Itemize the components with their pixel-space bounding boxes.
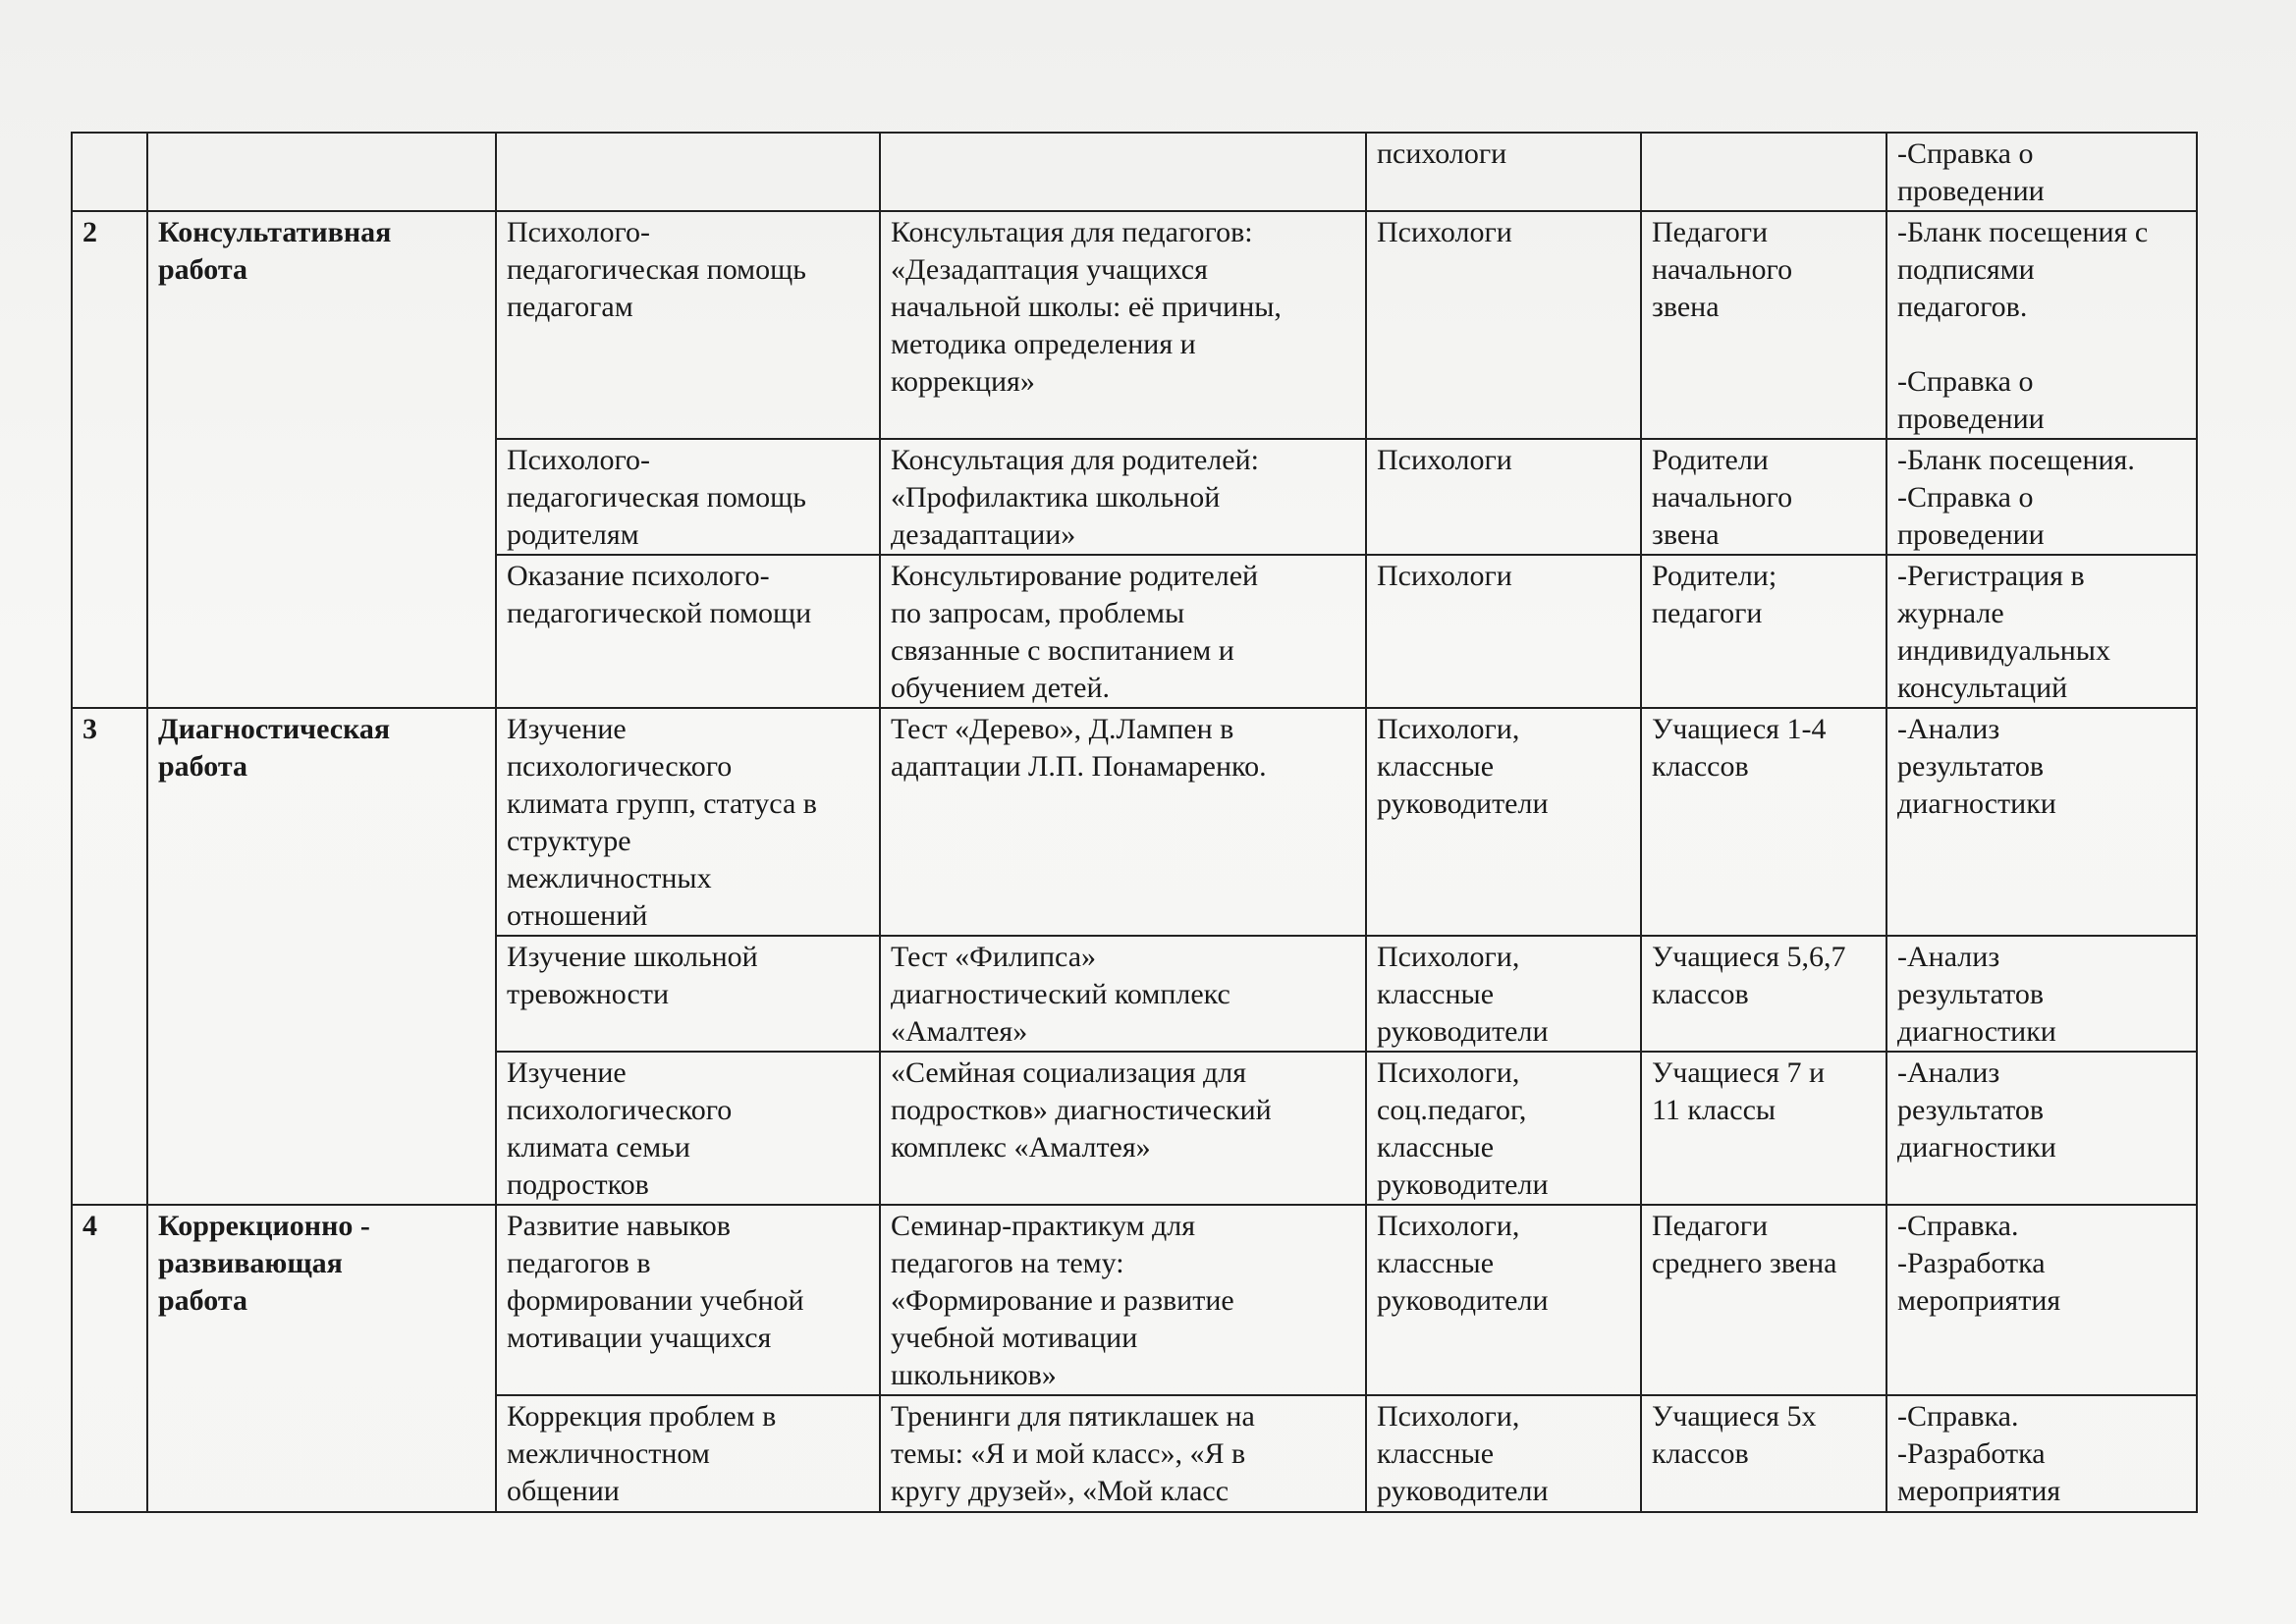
executors-text: Психологи, <box>1377 1400 1520 1433</box>
section-title <box>147 1205 496 1512</box>
executors-text: классные <box>1377 978 1495 1010</box>
result-text: проведении <box>1897 175 2045 207</box>
participants-text: начального <box>1652 481 1793 514</box>
participants-text: Педагоги <box>1652 216 1769 248</box>
result-text: индивидуальных <box>1897 634 2110 667</box>
result-cell <box>1886 211 2197 439</box>
content-cell <box>880 1205 1366 1395</box>
direction-text: отношений <box>507 899 648 932</box>
result-text: -Бланк посещения. <box>1897 444 2135 476</box>
executors-text: психологи <box>1377 137 1507 170</box>
direction-text: общении <box>507 1475 620 1507</box>
direction-text: психологического <box>507 750 733 783</box>
executors-text: классные <box>1377 1437 1495 1470</box>
direction-text: климата семьи <box>507 1131 690 1164</box>
result-cell <box>1886 936 2197 1052</box>
section-title-text: Диагностическая <box>158 713 391 745</box>
content-text: Консультация для педагогов: <box>891 216 1253 248</box>
content-text: обучением детей. <box>891 672 1110 704</box>
executors-cell <box>1366 211 1641 439</box>
content-text: диагностический комплекс <box>891 978 1230 1010</box>
result-text: журнале <box>1897 597 2004 629</box>
participants-cell <box>1641 1395 1886 1512</box>
content-cell <box>880 708 1366 936</box>
section-title-text: развивающая <box>158 1247 343 1279</box>
direction-text: межличностных <box>507 862 712 894</box>
executors-text: классные <box>1377 750 1495 783</box>
direction-text: межличностном <box>507 1437 710 1470</box>
executors-cell <box>1366 936 1641 1052</box>
result-text: мероприятия <box>1897 1284 2061 1317</box>
executors-text: классные <box>1377 1247 1495 1279</box>
content-text: «Дезадаптация учащихся <box>891 253 1208 286</box>
direction-text: тревожности <box>507 978 670 1010</box>
content-text: Семинар-практикум для <box>891 1210 1196 1242</box>
section-title-text: Коррекционно - <box>158 1210 370 1242</box>
result-text: результатов <box>1897 1094 2044 1126</box>
section-title <box>147 211 496 708</box>
participants-text: Учащиеся 5х <box>1652 1400 1817 1433</box>
section-title-text: работа <box>158 253 247 286</box>
result-text: -Разработка <box>1897 1437 2046 1470</box>
content-text: коррекция» <box>891 365 1035 398</box>
executors-text: руководители <box>1377 787 1549 820</box>
participants-text: звена <box>1652 518 1720 551</box>
direction-text: педагогическая помощь <box>507 481 806 514</box>
result-text: -Разработка <box>1897 1247 2046 1279</box>
direction-text: педагогической помощи <box>507 597 812 629</box>
continuation-row <box>72 133 2197 211</box>
table-row <box>72 708 2197 936</box>
direction-text: педагогов в <box>507 1247 651 1279</box>
result-text: результатов <box>1897 750 2044 783</box>
content-text: Консультация для родителей: <box>891 444 1259 476</box>
content-text: Тренинги для пятиклашек на <box>891 1400 1255 1433</box>
direction-cell <box>496 133 880 211</box>
direction-text: Оказание психолого- <box>507 560 770 592</box>
result-cell <box>1886 1205 2197 1395</box>
executors-cell <box>1366 1205 1641 1395</box>
direction-cell <box>496 708 880 936</box>
result-cell <box>1886 555 2197 708</box>
participants-cell <box>1641 555 1886 708</box>
result-text: проведении <box>1897 403 2045 435</box>
participants-text: 11 классы <box>1652 1094 1777 1126</box>
executors-text: Психологи <box>1377 444 1512 476</box>
participants-cell <box>1641 1205 1886 1395</box>
direction-cell <box>496 1395 880 1512</box>
participants-text: среднего звена <box>1652 1247 1837 1279</box>
result-text: -Справка о <box>1897 365 2034 398</box>
direction-cell <box>496 1205 880 1395</box>
executors-text: Психологи, <box>1377 941 1520 973</box>
result-cell <box>1886 1395 2197 1512</box>
result-text: -Бланк посещения с <box>1897 216 2149 248</box>
content-text: «Амалтея» <box>891 1015 1028 1048</box>
section-title <box>147 708 496 1205</box>
content-text: Тест «Дерево», Д.Лампен в <box>891 713 1234 745</box>
participants-cell <box>1641 708 1886 936</box>
direction-text: Коррекция проблем в <box>507 1400 777 1433</box>
table-row <box>72 211 2197 439</box>
content-cell <box>880 133 1366 211</box>
direction-text: подростков <box>507 1168 649 1201</box>
participants-cell <box>1641 936 1886 1052</box>
content-text: комплекс «Амалтея» <box>891 1131 1151 1164</box>
direction-text: климата групп, статуса в <box>507 787 817 820</box>
result-text <box>1897 326 2188 363</box>
content-text: начальной школы: её причины, <box>891 291 1282 323</box>
direction-text: структуре <box>507 825 631 857</box>
content-text: учебной мотивации <box>891 1322 1138 1354</box>
participants-text: классов <box>1652 978 1749 1010</box>
section-title-text: работа <box>158 750 247 783</box>
participants-text: классов <box>1652 1437 1749 1470</box>
section-title-text: работа <box>158 1284 247 1317</box>
content-text: «Семйная социализация для <box>891 1056 1247 1089</box>
content-text: кругу друзей», «Мой класс <box>891 1475 1230 1507</box>
content-text: связанные с воспитанием и <box>891 634 1234 667</box>
executors-text: руководители <box>1377 1475 1549 1507</box>
executors-text: Психологи <box>1377 560 1512 592</box>
participants-text: Учащиеся 5,6,7 <box>1652 941 1846 973</box>
direction-cell <box>496 936 880 1052</box>
participants-text: звена <box>1652 291 1720 323</box>
content-text: методика определения и <box>891 328 1196 360</box>
direction-cell <box>496 1052 880 1205</box>
direction-text: педагогическая помощь <box>507 253 806 286</box>
content-cell <box>880 211 1366 439</box>
content-text: школьников» <box>891 1359 1057 1391</box>
content-text: адаптации Л.П. Понамаренко. <box>891 750 1267 783</box>
participants-text: начального <box>1652 253 1793 286</box>
result-text: диагностики <box>1897 787 2056 820</box>
executors-text: руководители <box>1377 1168 1549 1201</box>
direction-cell <box>496 555 880 708</box>
section-number: 4 <box>72 1205 147 1512</box>
executors-cell <box>1366 1052 1641 1205</box>
result-text: -Анализ <box>1897 941 2000 973</box>
executors-text: руководители <box>1377 1015 1549 1048</box>
result-text: диагностики <box>1897 1015 2056 1048</box>
executors-text: классные <box>1377 1131 1495 1164</box>
direction-text: формировании учебной <box>507 1284 804 1317</box>
direction-text: Изучение <box>507 1056 627 1089</box>
direction-text: родителям <box>507 518 639 551</box>
content-text: «Формирование и развитие <box>891 1284 1234 1317</box>
participants-cell <box>1641 211 1886 439</box>
result-cell <box>1886 439 2197 555</box>
participants-text: классов <box>1652 750 1749 783</box>
result-cell <box>1886 708 2197 936</box>
content-text: Консультирование родителей <box>891 560 1259 592</box>
executors-text: соц.педагог, <box>1377 1094 1527 1126</box>
executors-cell <box>1366 555 1641 708</box>
section-title-text: Консультативная <box>158 216 392 248</box>
direction-text: Психолого- <box>507 444 651 476</box>
executors-cell <box>1366 1395 1641 1512</box>
table-body <box>72 133 2197 1512</box>
content-text: темы: «Я и мой класс», «Я в <box>891 1437 1246 1470</box>
result-text: -Регистрация в <box>1897 560 2085 592</box>
participants-text: Родители; <box>1652 560 1777 592</box>
direction-cell <box>496 439 880 555</box>
content-cell <box>880 1395 1366 1512</box>
table-row <box>72 1205 2197 1395</box>
participants-text: Учащиеся 1-4 <box>1652 713 1827 745</box>
executors-text: Психологи, <box>1377 1056 1520 1089</box>
direction-text: Развитие навыков <box>507 1210 731 1242</box>
result-text: диагностики <box>1897 1131 2056 1164</box>
participants-text: педагоги <box>1652 597 1763 629</box>
content-text: дезадаптации» <box>891 518 1076 551</box>
result-text: мероприятия <box>1897 1475 2061 1507</box>
section-number: 2 <box>72 211 147 708</box>
executors-cell <box>1366 133 1641 211</box>
direction-text: Изучение <box>507 713 627 745</box>
executors-text: Психологи, <box>1377 713 1520 745</box>
result-text: результатов <box>1897 978 2044 1010</box>
section-number: 3 <box>72 708 147 1205</box>
result-text: -Справка. <box>1897 1210 2019 1242</box>
content-text: подростков» диагностический <box>891 1094 1272 1126</box>
num-cell <box>72 133 147 211</box>
executors-text: Психологи, <box>1377 1210 1520 1242</box>
executors-cell <box>1366 708 1641 936</box>
executors-text: Психологи <box>1377 216 1512 248</box>
participants-text: Учащиеся 7 и <box>1652 1056 1826 1089</box>
content-cell <box>880 1052 1366 1205</box>
section-cell <box>147 133 496 211</box>
executors-cell <box>1366 439 1641 555</box>
result-cell <box>1886 133 2197 211</box>
content-text: Тест «Филипса» <box>891 941 1097 973</box>
result-text: -Справка. <box>1897 1400 2019 1433</box>
participants-cell <box>1641 133 1886 211</box>
direction-text: психологического <box>507 1094 733 1126</box>
content-cell <box>880 439 1366 555</box>
executors-text: руководители <box>1377 1284 1549 1317</box>
result-text: -Справка о <box>1897 481 2034 514</box>
result-text: -Анализ <box>1897 1056 2000 1089</box>
result-text: подписями <box>1897 253 2035 286</box>
direction-cell <box>496 211 880 439</box>
content-cell <box>880 555 1366 708</box>
result-text: -Справка о <box>1897 137 2034 170</box>
participants-text: Педагоги <box>1652 1210 1769 1242</box>
participants-text: Родители <box>1652 444 1769 476</box>
content-text: педагогов на тему: <box>891 1247 1124 1279</box>
work-plan-table <box>71 132 2198 1513</box>
result-text: консультаций <box>1897 672 2068 704</box>
direction-text: педагогам <box>507 291 633 323</box>
direction-text: Психолого- <box>507 216 651 248</box>
participants-cell <box>1641 1052 1886 1205</box>
direction-text: Изучение школьной <box>507 941 758 973</box>
content-cell <box>880 936 1366 1052</box>
content-text: «Профилактика школьной <box>891 481 1221 514</box>
content-text: по запросам, проблемы <box>891 597 1185 629</box>
result-text: -Анализ <box>1897 713 2000 745</box>
participants-cell <box>1641 439 1886 555</box>
direction-text: мотивации учащихся <box>507 1322 772 1354</box>
result-text: проведении <box>1897 518 2045 551</box>
result-text: педагогов. <box>1897 291 2028 323</box>
result-cell <box>1886 1052 2197 1205</box>
